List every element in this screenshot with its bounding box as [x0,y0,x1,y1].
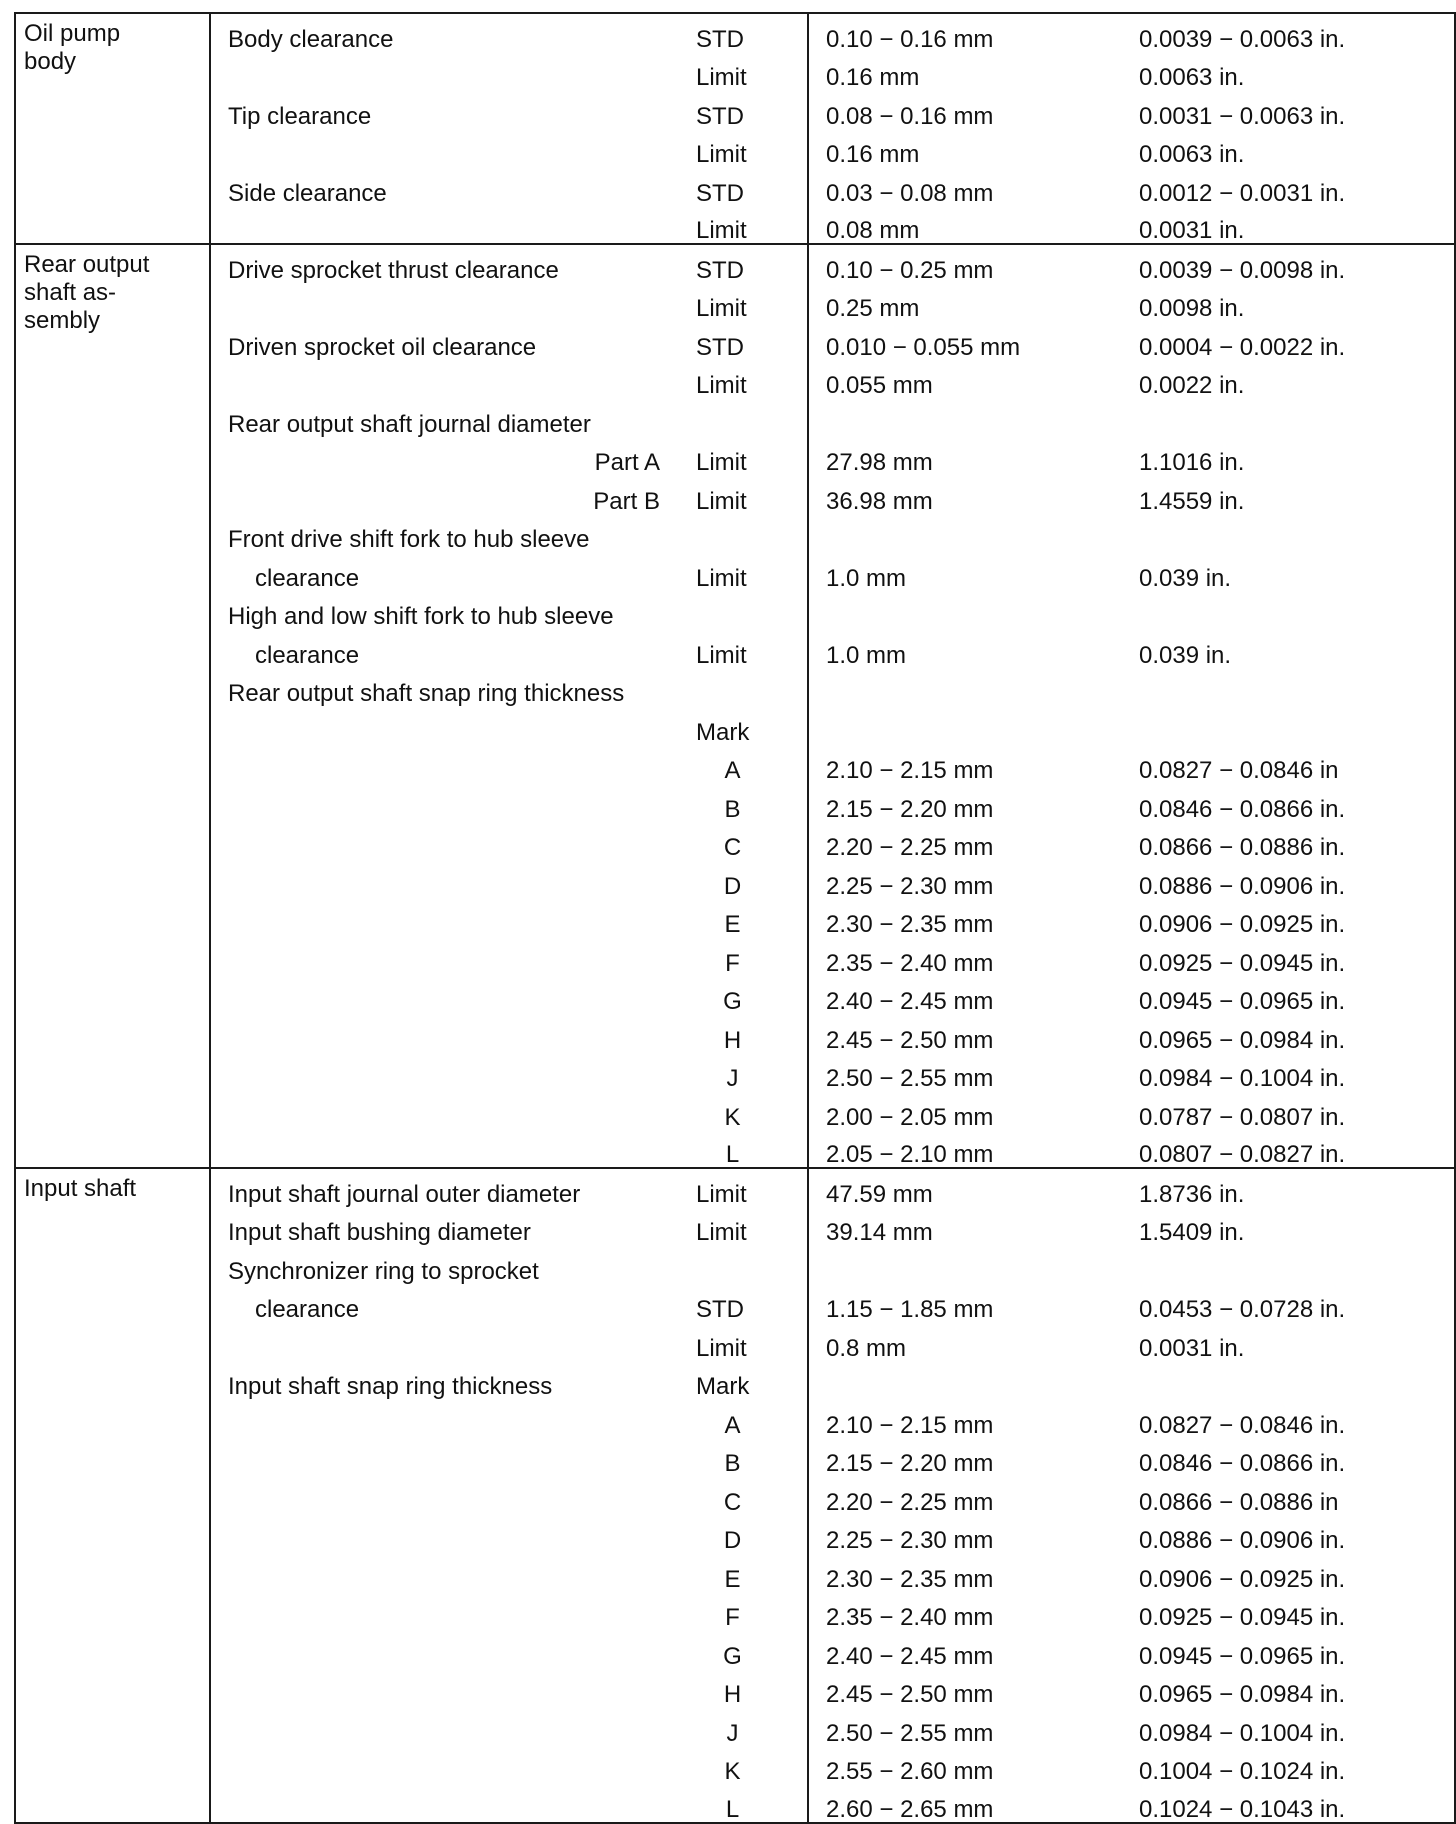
value-inch: 0.039 in. [1128,552,1455,591]
value-mm: 1.0 mm [808,629,1128,668]
item-label: Synchronizer ring to sprocket [210,1245,688,1284]
item-label: clearance [210,629,688,668]
mark-letter: K [724,1103,741,1131]
value-mm [808,706,1128,745]
table-row [15,745,1455,784]
value-mm: 2.25 − 2.30 mm [808,1515,1128,1554]
mark-letter: F [725,1604,740,1631]
value-mm: 2.05 − 2.10 mm [808,1130,1128,1169]
value-inch: 0.0807 − 0.0827 in. [1128,1130,1455,1169]
item-label [210,1592,688,1631]
spec-type [688,514,808,553]
table-row [15,244,1455,283]
value-inch: 0.0039 − 0.0098 in. [1128,244,1455,283]
value-mm: 0.25 mm [808,283,1128,322]
mark-letter: H [723,1681,742,1708]
item-label: clearance [210,1284,688,1323]
value-inch: 0.0827 − 0.0846 in [1128,745,1455,784]
table-row [15,1515,1455,1554]
value-inch [1128,1245,1455,1284]
section-title-line: Rear output [24,251,150,278]
value-inch: 0.0925 − 0.0945 in. [1128,937,1455,976]
value-inch: 0.0846 − 0.0866 in. [1128,1438,1455,1477]
table-row [15,167,1455,206]
value-inch: 0.1024 − 0.1043 in. [1128,1784,1455,1823]
spec-type: Mark [696,718,750,746]
mark-letter: E [724,1565,741,1593]
item-label [210,1438,688,1477]
table-row [15,1322,1455,1361]
table-row [15,668,1455,707]
value-inch: 0.0098 in. [1128,283,1455,322]
spec-type: Limit [696,487,747,515]
value-mm: 2.35 − 2.40 mm [808,937,1128,976]
item-label [210,783,688,822]
value-mm [808,514,1128,553]
table-row [15,514,1455,553]
table-row [15,1168,1455,1207]
item-label [210,1399,688,1438]
value-inch: 0.0965 − 0.0984 in. [1128,1014,1455,1053]
table-row [15,52,1455,91]
value-mm: 0.10 − 0.25 mm [808,244,1128,283]
value-inch: 0.0945 − 0.0965 in. [1128,1630,1455,1669]
table-row [15,1053,1455,1092]
mark-letter: E [724,911,741,938]
spec-type: Limit [696,1219,747,1246]
table-row [15,1438,1455,1477]
item-label: Rear output shaft snap ring thickness [210,668,688,707]
value-mm: 2.30 − 2.35 mm [808,1553,1128,1592]
value-mm: 2.45 − 2.50 mm [808,1014,1128,1053]
value-inch: 0.0984 − 0.1004 in. [1128,1053,1455,1092]
item-label: Body clearance [210,13,688,52]
spec-type [688,668,808,707]
table-row [15,1399,1455,1438]
section-title-line: sembly [24,307,101,335]
item-label [210,899,688,938]
value-inch: 0.1004 − 0.1024 in. [1128,1746,1455,1785]
spec-type: STD [696,333,744,361]
item-label [210,1746,688,1785]
spec-type: STD [696,102,744,130]
value-mm: 2.35 − 2.40 mm [808,1592,1128,1631]
mark-letter: L [688,1784,808,1823]
item-label: Input shaft bushing diameter [210,1207,688,1246]
item-label [210,976,688,1015]
item-label [210,1669,688,1708]
item-label: Tip clearance [210,90,688,129]
table-row [15,552,1455,591]
mark-letter: B [724,795,741,823]
value-inch: 0.0866 − 0.0886 in. [1128,822,1455,861]
table-row [15,1284,1455,1323]
item-label [210,1130,688,1169]
value-mm: 27.98 mm [808,437,1128,476]
item-label [210,1515,688,1554]
value-inch [1128,706,1455,745]
table-row [15,1091,1455,1130]
section-title [15,1168,210,1823]
item-label: clearance [210,552,688,591]
table-row [15,783,1455,822]
table-row [15,937,1455,976]
value-inch: 0.0925 − 0.0945 in. [1128,1592,1455,1631]
spec-type: Limit [696,141,747,168]
mark-letter: D [723,1527,742,1554]
item-label: Driven sprocket oil clearance [210,321,688,360]
spec-table [14,12,1456,1824]
item-label: Side clearance [210,167,688,206]
spec-type: STD [696,1296,744,1323]
value-mm [808,1245,1128,1284]
spec-type [688,1245,808,1284]
value-inch: 0.0031 − 0.0063 in. [1128,90,1455,129]
value-inch: 0.0031 in. [1128,1322,1455,1361]
value-inch: 1.4559 in. [1128,475,1455,514]
value-inch [1128,668,1455,707]
value-mm: 36.98 mm [808,475,1128,514]
item-label [210,937,688,976]
value-inch: 0.0031 in. [1128,206,1455,245]
spec-type: Limit [688,1168,808,1207]
item-label [210,822,688,861]
value-mm: 1.0 mm [808,552,1128,591]
item-label [210,745,688,784]
mark-letter: L [688,1130,808,1169]
item-label [210,1476,688,1515]
item-label [210,1553,688,1592]
value-inch [1128,514,1455,553]
table-row [15,1784,1455,1823]
value-mm: 1.15 − 1.85 mm [808,1284,1128,1323]
item-label [210,129,688,168]
value-inch [1128,591,1455,630]
value-inch: 0.0063 in. [1128,129,1455,168]
value-inch: 0.0453 − 0.0728 in. [1128,1284,1455,1323]
table-row [15,475,1455,514]
item-label [210,1014,688,1053]
section-title-line: Oil pump [24,20,121,47]
item-label [210,860,688,899]
spec-table-body [15,13,1455,1823]
mark-letter: B [724,1450,741,1477]
value-mm: 2.20 − 2.25 mm [808,822,1128,861]
spec-type: Limit [696,641,747,669]
mark-letter: A [724,1411,741,1439]
value-mm: 2.50 − 2.55 mm [808,1707,1128,1746]
mark-letter: C [723,834,742,861]
table-row [15,1746,1455,1785]
item-label [210,1707,688,1746]
mark-letter: J [726,1719,739,1747]
spec-type: Limit [696,372,747,399]
value-mm: 2.00 − 2.05 mm [808,1091,1128,1130]
spec-type: STD [688,244,808,283]
table-row [15,1592,1455,1631]
item-label [210,283,688,322]
section-title-line: Input shaft [24,1175,137,1202]
value-mm: 2.25 − 2.30 mm [808,860,1128,899]
item-label [210,1091,688,1130]
value-inch: 0.0063 in. [1128,52,1455,91]
value-mm: 2.10 − 2.15 mm [808,1399,1128,1438]
value-inch: 0.0945 − 0.0965 in. [1128,976,1455,1015]
mark-letter: G [723,1642,742,1670]
table-row [15,1361,1455,1400]
table-row [15,321,1455,360]
value-inch: 0.039 in. [1128,629,1455,668]
mark-letter: H [723,1026,742,1054]
item-label [210,206,688,245]
table-row [15,822,1455,861]
spec-type: Limit [696,564,747,592]
item-label: High and low shift fork to hub sleeve [210,591,688,630]
item-label: Input shaft snap ring thickness [210,1361,688,1400]
value-mm: 2.10 − 2.15 mm [808,745,1128,784]
section-title-line: body [24,48,77,76]
section-title-line: shaft as- [24,279,117,307]
table-row [15,591,1455,630]
value-mm: 0.08 mm [808,206,1128,245]
value-inch [1128,398,1455,437]
item-label: Part A [210,437,688,476]
spec-type: STD [688,13,808,52]
spec-type: Limit [696,449,747,476]
value-mm: 0.8 mm [808,1322,1128,1361]
table-row [15,129,1455,168]
mark-letter: F [725,949,740,977]
value-inch: 1.1016 in. [1128,437,1455,476]
value-mm: 0.10 − 0.16 mm [808,13,1128,52]
table-row [15,1130,1455,1169]
value-inch: 0.0906 − 0.0925 in. [1128,1553,1455,1592]
value-inch: 0.0012 − 0.0031 in. [1128,167,1455,206]
table-row [15,90,1455,129]
value-inch: 0.0886 − 0.0906 in. [1128,860,1455,899]
value-inch: 1.5409 in. [1128,1207,1455,1246]
section-title [15,13,210,244]
value-inch [1128,1361,1455,1400]
value-mm [808,398,1128,437]
value-mm: 0.010 − 0.055 mm [808,321,1128,360]
value-inch: 0.0984 − 0.1004 in. [1128,1707,1455,1746]
item-label [210,706,688,745]
value-inch: 0.0787 − 0.0807 in. [1128,1091,1455,1130]
item-label [210,1322,688,1361]
mark-letter: J [726,1065,739,1092]
table-row [15,976,1455,1015]
item-label: Part B [210,475,688,514]
value-mm: 2.20 − 2.25 mm [808,1476,1128,1515]
mark-letter: K [724,1758,741,1785]
value-mm: 0.16 mm [808,129,1128,168]
item-label: Front drive shift fork to hub sleeve [210,514,688,553]
table-row [15,1014,1455,1053]
table-row [15,860,1455,899]
value-inch: 0.0827 − 0.0846 in. [1128,1399,1455,1438]
value-mm: 2.40 − 2.45 mm [808,1630,1128,1669]
table-row [15,1207,1455,1246]
item-label: Input shaft journal outer diameter [210,1168,688,1207]
table-row [15,437,1455,476]
item-label [210,1784,688,1823]
value-inch: 1.8736 in. [1128,1168,1455,1207]
mark-letter: A [724,757,741,784]
mark-letter: D [723,872,742,900]
value-inch: 0.0906 − 0.0925 in. [1128,899,1455,938]
value-mm [808,668,1128,707]
table-row [15,899,1455,938]
spec-type: STD [696,179,744,207]
table-row [15,13,1455,52]
value-mm: 0.03 − 0.08 mm [808,167,1128,206]
table-row [15,1669,1455,1708]
value-inch: 0.0866 − 0.0886 in [1128,1476,1455,1515]
value-mm: 2.45 − 2.50 mm [808,1669,1128,1708]
item-label [210,1630,688,1669]
item-label [210,360,688,399]
mark-letter: G [723,988,742,1015]
value-mm: 2.40 − 2.45 mm [808,976,1128,1015]
item-label: Drive sprocket thrust clearance [210,244,688,283]
table-row [15,360,1455,399]
value-inch: 0.0004 − 0.0022 in. [1128,321,1455,360]
value-inch: 0.0886 − 0.0906 in. [1128,1515,1455,1554]
table-row [15,1630,1455,1669]
value-mm: 2.15 − 2.20 mm [808,1438,1128,1477]
value-mm: 39.14 mm [808,1207,1128,1246]
table-row [15,1707,1455,1746]
value-mm: 2.55 − 2.60 mm [808,1746,1128,1785]
spec-type: Limit [696,295,747,322]
spec-type [688,398,808,437]
value-mm [808,591,1128,630]
item-label [210,52,688,91]
table-row [15,629,1455,668]
value-mm: 0.16 mm [808,52,1128,91]
spec-type: Limit [696,1334,747,1362]
spec-type [688,591,808,630]
table-row [15,398,1455,437]
value-inch: 0.0965 − 0.0984 in. [1128,1669,1455,1708]
value-mm: 0.08 − 0.16 mm [808,90,1128,129]
spec-type: Mark [696,1373,750,1400]
item-label: Rear output shaft journal diameter [210,398,688,437]
value-mm: 2.15 − 2.20 mm [808,783,1128,822]
table-row [15,206,1455,245]
table-row [15,706,1455,745]
table-row [15,1553,1455,1592]
value-inch: 0.0022 in. [1128,360,1455,399]
value-inch: 0.0846 − 0.0866 in. [1128,783,1455,822]
table-row [15,283,1455,322]
value-mm: 2.60 − 2.65 mm [808,1784,1128,1823]
value-mm [808,1361,1128,1400]
value-inch: 0.0039 − 0.0063 in. [1128,13,1455,52]
value-mm: 2.30 − 2.35 mm [808,899,1128,938]
table-row [15,1245,1455,1284]
value-mm: 0.055 mm [808,360,1128,399]
value-mm: 47.59 mm [808,1168,1128,1207]
value-mm: 2.50 − 2.55 mm [808,1053,1128,1092]
spec-type: Limit [688,206,808,245]
table-row [15,1476,1455,1515]
section-title [15,244,210,1168]
mark-letter: C [723,1488,742,1516]
spec-type: Limit [696,64,747,91]
item-label [210,1053,688,1092]
